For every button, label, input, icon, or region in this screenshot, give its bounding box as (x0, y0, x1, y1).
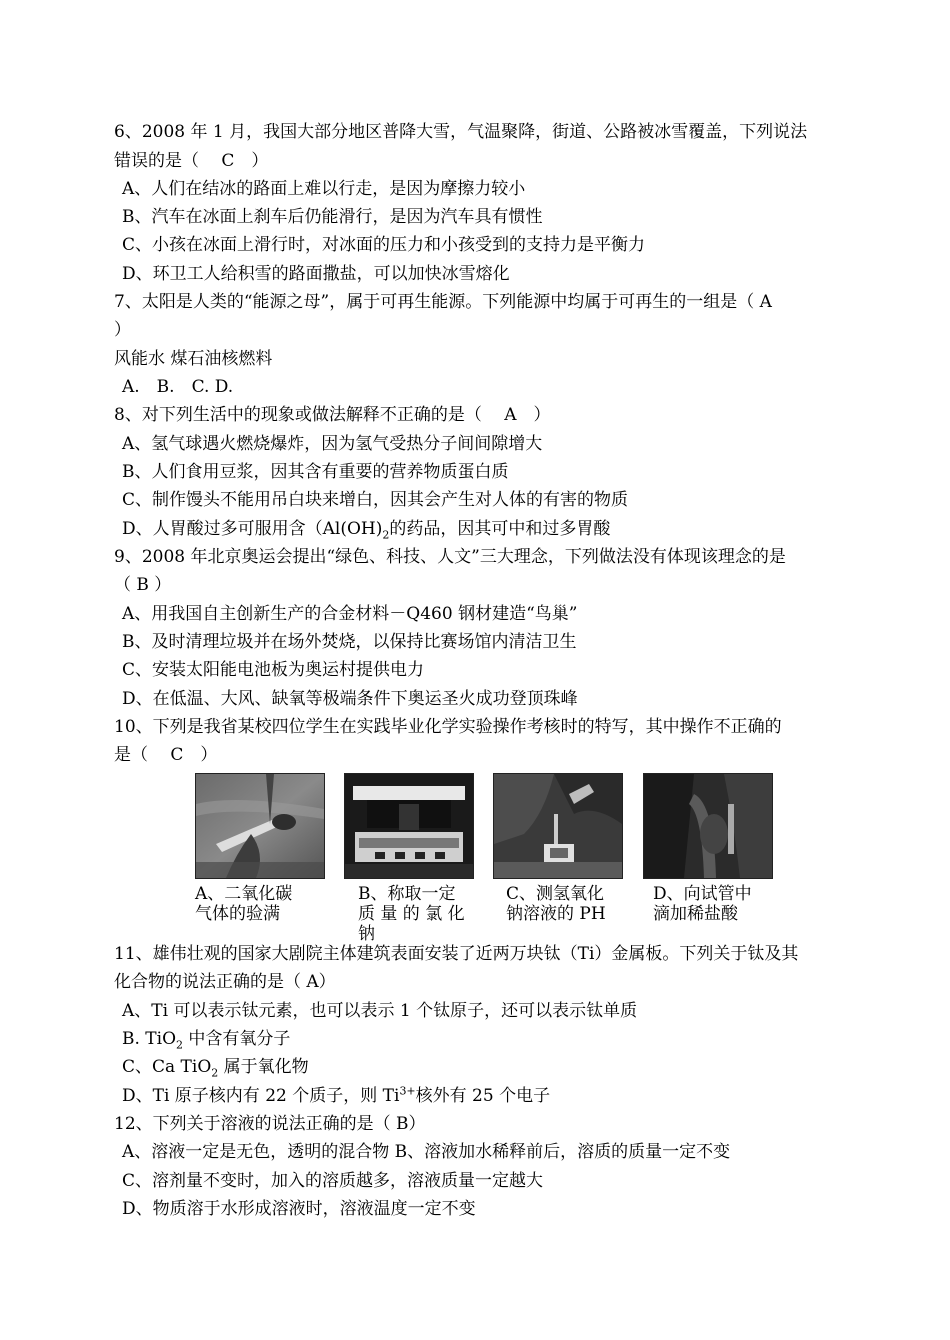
q9-stem-line2: （ B ） (114, 575, 172, 595)
q9-option-c: C、安装太阳能电池板为奥运村提供电力 (122, 660, 425, 680)
q6-option-d: D、环卫工人给积雪的路面撒盐，可以加快冰雪熔化 (122, 264, 510, 284)
caption-d: D、向试管中 滴加稀盐酸 (653, 884, 752, 924)
q7-options: A. B. C. D. (122, 377, 234, 397)
photo-add-hcl (643, 773, 773, 879)
q10-stem-line1: 10、下列是我省某校四位学生在实践毕业化学实验操作考核时的特写，其中操作不正确的 (114, 717, 782, 737)
q11-option-b: B. TiO$_2$ 中含有氧分子 (122, 1029, 291, 1052)
photo-ph-test (493, 773, 623, 879)
q6-stem-line2: 错误的是（ C ） (114, 151, 269, 171)
q9-option-d: D、在低温、大风、缺氧等极端条件下奥运圣火成功登顶珠峰 (122, 689, 578, 709)
q9-option-a: A、用我国自主创新生产的合金材料－Q460 钢材建造“鸟巢” (122, 604, 578, 624)
q12-stem: 12、下列关于溶液的说法正确的是（ B） (114, 1114, 426, 1134)
q11-option-a: A、Ti 可以表示钛元素，也可以表示 1 个钛原子，还可以表示钛单质 (122, 1001, 638, 1021)
photo-weigh-nacl (344, 773, 474, 879)
q9-stem-line1: 9、2008 年北京奥运会提出“绿色、科技、人文”三大理念，下列做法没有体现该理念的是 (114, 547, 786, 567)
q11-stem-line2: 化合物的说法正确的是（ A） (114, 972, 336, 992)
q6-option-a: A、人们在结冰的路面上难以行走，是因为摩擦力较小 (122, 179, 526, 199)
q8-option-b: B、人们食用豆浆，因其含有重要的营养物质蛋白质 (122, 462, 509, 482)
caption-b: B、称取一定 质 量 的 氯 化 钠 (358, 884, 465, 944)
q10-stem-line2: 是（ C ） (114, 745, 218, 765)
q8-stem: 8、对下列生活中的现象或做法解释不正确的是（ A ） (114, 405, 551, 425)
q7-stem-line1: 7、太阳是人类的“能源之母”，属于可再生能源。下列能源中均属于可再生的一组是（ A (114, 292, 772, 312)
q12-option-d: D、物质溶于水形成溶液时，溶液温度一定不变 (122, 1199, 476, 1219)
photo-co2-test (195, 773, 325, 879)
caption-a: A、二氧化碳 气体的验满 (195, 884, 293, 924)
q12-option-c: C、溶剂量不变时，加入的溶质越多，溶液质量一定越大 (122, 1171, 544, 1191)
caption-c: C、测氢氧化 钠溶液的 PH (506, 884, 606, 924)
q11-option-d: D、Ti 原子核内有 22 个质子，则 $Ti^{3+}$核外有 25 个电子 (122, 1084, 551, 1106)
q11-stem-line1: 11、雄伟壮观的国家大剧院主体建筑表面安装了近两万块钛（Ti）金属板。下列关于钛及其 (114, 944, 799, 964)
q6-option-b: B、汽车在冰面上刹车后仍能滑行，是因为汽车具有惯性 (122, 207, 543, 227)
q6-option-c: C、小孩在冰面上滑行时，对冰面的压力和小孩受到的支持力是平衡力 (122, 235, 646, 255)
q7-stem-line3: 风能水 煤石油核燃料 (114, 349, 273, 369)
q9-option-b: B、及时清理垃圾并在场外焚烧，以保持比赛场馆内清洁卫生 (122, 632, 577, 652)
q8-option-d: D、人胃酸过多可服用含（$Al(OH)_2$的药品，因其可中和过多胃酸 (122, 519, 611, 542)
q12-option-a-b: A、溶液一定是无色，透明的混合物 B、溶液加水稀释前后，溶质的质量一定不变 (122, 1142, 731, 1162)
q6-stem-line1: 6、2008 年 1 月，我国大部分地区普降大雪，气温聚降，街道、公路被冰雪覆盖，下列说法 (114, 122, 808, 142)
q8-option-a: A、氢气球遇火燃烧爆炸，因为氢气受热分子间间隙增大 (122, 434, 543, 454)
q11-option-c: C、Ca TiO$_2$ 属于氧化物 (122, 1057, 309, 1080)
q7-stem-line2: ） (114, 320, 131, 340)
q8-option-c: C、制作馒头不能用吊白块来增白，因其会产生对人体的有害的物质 (122, 490, 629, 510)
